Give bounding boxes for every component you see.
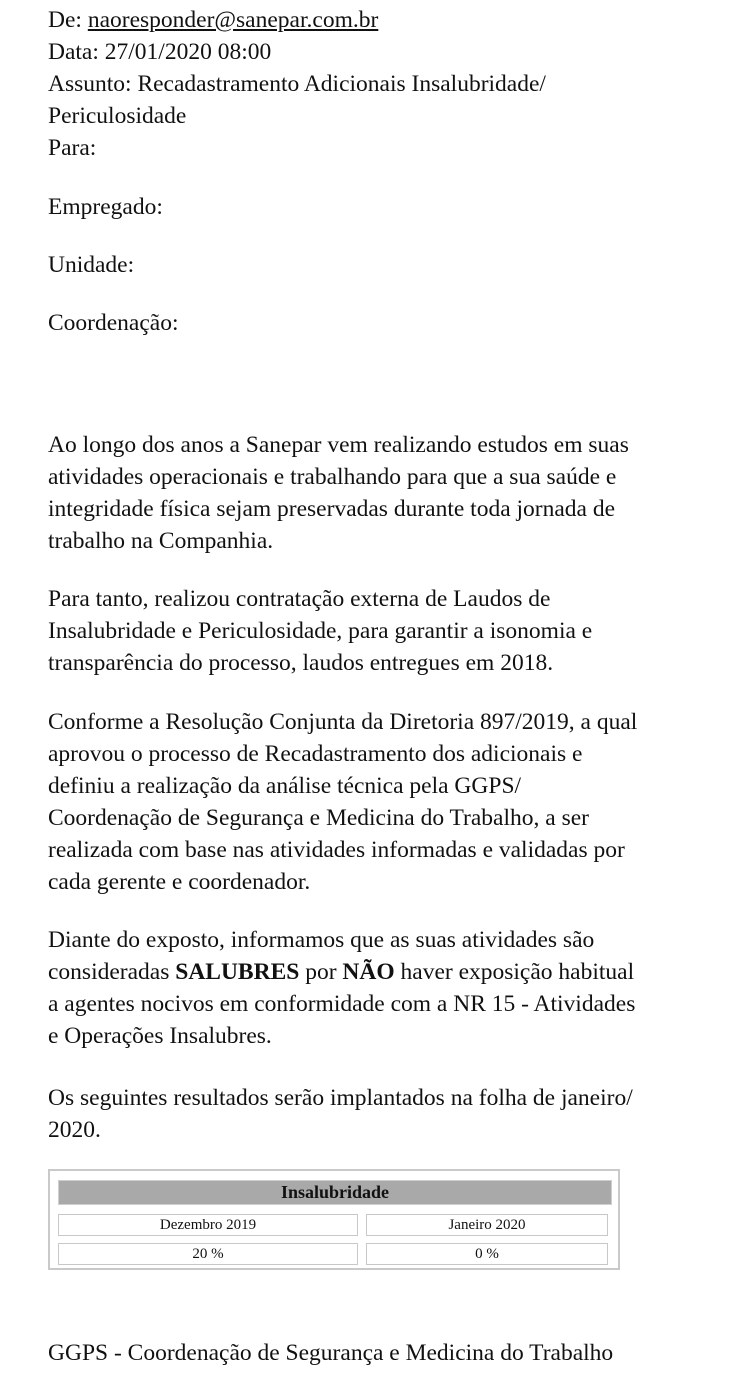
column-header-december: Dezembro 2019: [58, 1214, 358, 1236]
paragraph-line: [48, 956, 708, 988]
paragraph-line: definiu a realização da análise técnica pela GGPS/: [48, 773, 522, 799]
paragraph-line: Diante do exposto, informamos que as suas atividades são: [48, 927, 595, 953]
paragraph-line: cada gerente e coordenador.: [48, 869, 311, 895]
value-january: 0 %: [366, 1243, 608, 1265]
paragraph-line: Insalubridade e Periculosidade, para garantir a isonomia e: [48, 618, 593, 644]
paragraph-1: [48, 429, 708, 557]
paragraph-5: [48, 1082, 708, 1146]
nao-emphasis: NÃO: [342, 959, 395, 985]
column-header-january: Janeiro 2020: [366, 1214, 608, 1236]
paragraph-line: trabalho na Companhia.: [48, 528, 274, 554]
paragraph-line: Ao longo dos anos a Sanepar vem realizando estudos em suas: [48, 432, 629, 458]
email-content: [48, 4, 708, 1146]
from-label: De:: [48, 7, 88, 33]
unit-field: Unidade:: [48, 252, 135, 278]
value-december: 20 %: [58, 1243, 358, 1265]
from-line: [48, 4, 708, 36]
paragraph-line: 2020.: [48, 1117, 101, 1143]
paragraph-3: [48, 706, 708, 898]
paragraph-line: e Operações Insalubres.: [48, 1023, 272, 1049]
paragraph-line: Conforme a Resolução Conjunta da Diretoria 897/2019, a qual: [48, 709, 638, 735]
text-span: por: [299, 959, 343, 985]
text-span: haver exposição habitual: [394, 959, 635, 985]
table-title: Insalubridade: [58, 1180, 612, 1205]
date-line: Data: 27/01/2020 08:00: [48, 39, 272, 65]
salubres-emphasis: SALUBRES: [175, 959, 300, 985]
to-line: Para:: [48, 135, 97, 161]
sender-email-link[interactable]: naoresponder@sanepar.com.br: [87, 7, 379, 33]
subject-line-1: Assunto: Recadastramento Adicionais Insalubridade/: [48, 71, 546, 97]
employee-field: Empregado:: [48, 194, 163, 220]
paragraph-line: realizada com base nas atividades informadas e validadas por: [48, 837, 625, 863]
paragraph-line: Coordenação de Segurança e Medicina do Trabalho, a ser: [48, 805, 589, 831]
paragraph-line: Para tanto, realizou contratação externa de Laudos de: [48, 586, 551, 612]
paragraph-line: Os seguintes resultados serão implantados na folha de janeiro/: [48, 1085, 633, 1111]
paragraph-line: transparência do processo, laudos entregues em 2018.: [48, 650, 554, 676]
subject-line-2: Periculosidade: [48, 103, 187, 129]
insalubridade-table: [48, 1169, 620, 1270]
paragraph-line: atividades operacionais e trabalhando para que a sua saúde e: [48, 464, 617, 490]
paragraph-4: [48, 924, 708, 1052]
signature-footer: GGPS - Coordenação de Segurança e Medicina do Trabalho: [48, 1340, 614, 1366]
text-span: consideradas: [48, 959, 176, 985]
coordination-field: Coordenação:: [48, 310, 179, 336]
paragraph-line: integridade física sejam preservadas durante toda jornada de: [48, 496, 616, 522]
paragraph-2: [48, 583, 708, 679]
paragraph-line: a agentes nocivos em conformidade com a NR 15 - Atividades: [48, 991, 636, 1017]
paragraph-line: aprovou o processo de Recadastramento dos adicionais e: [48, 741, 583, 767]
